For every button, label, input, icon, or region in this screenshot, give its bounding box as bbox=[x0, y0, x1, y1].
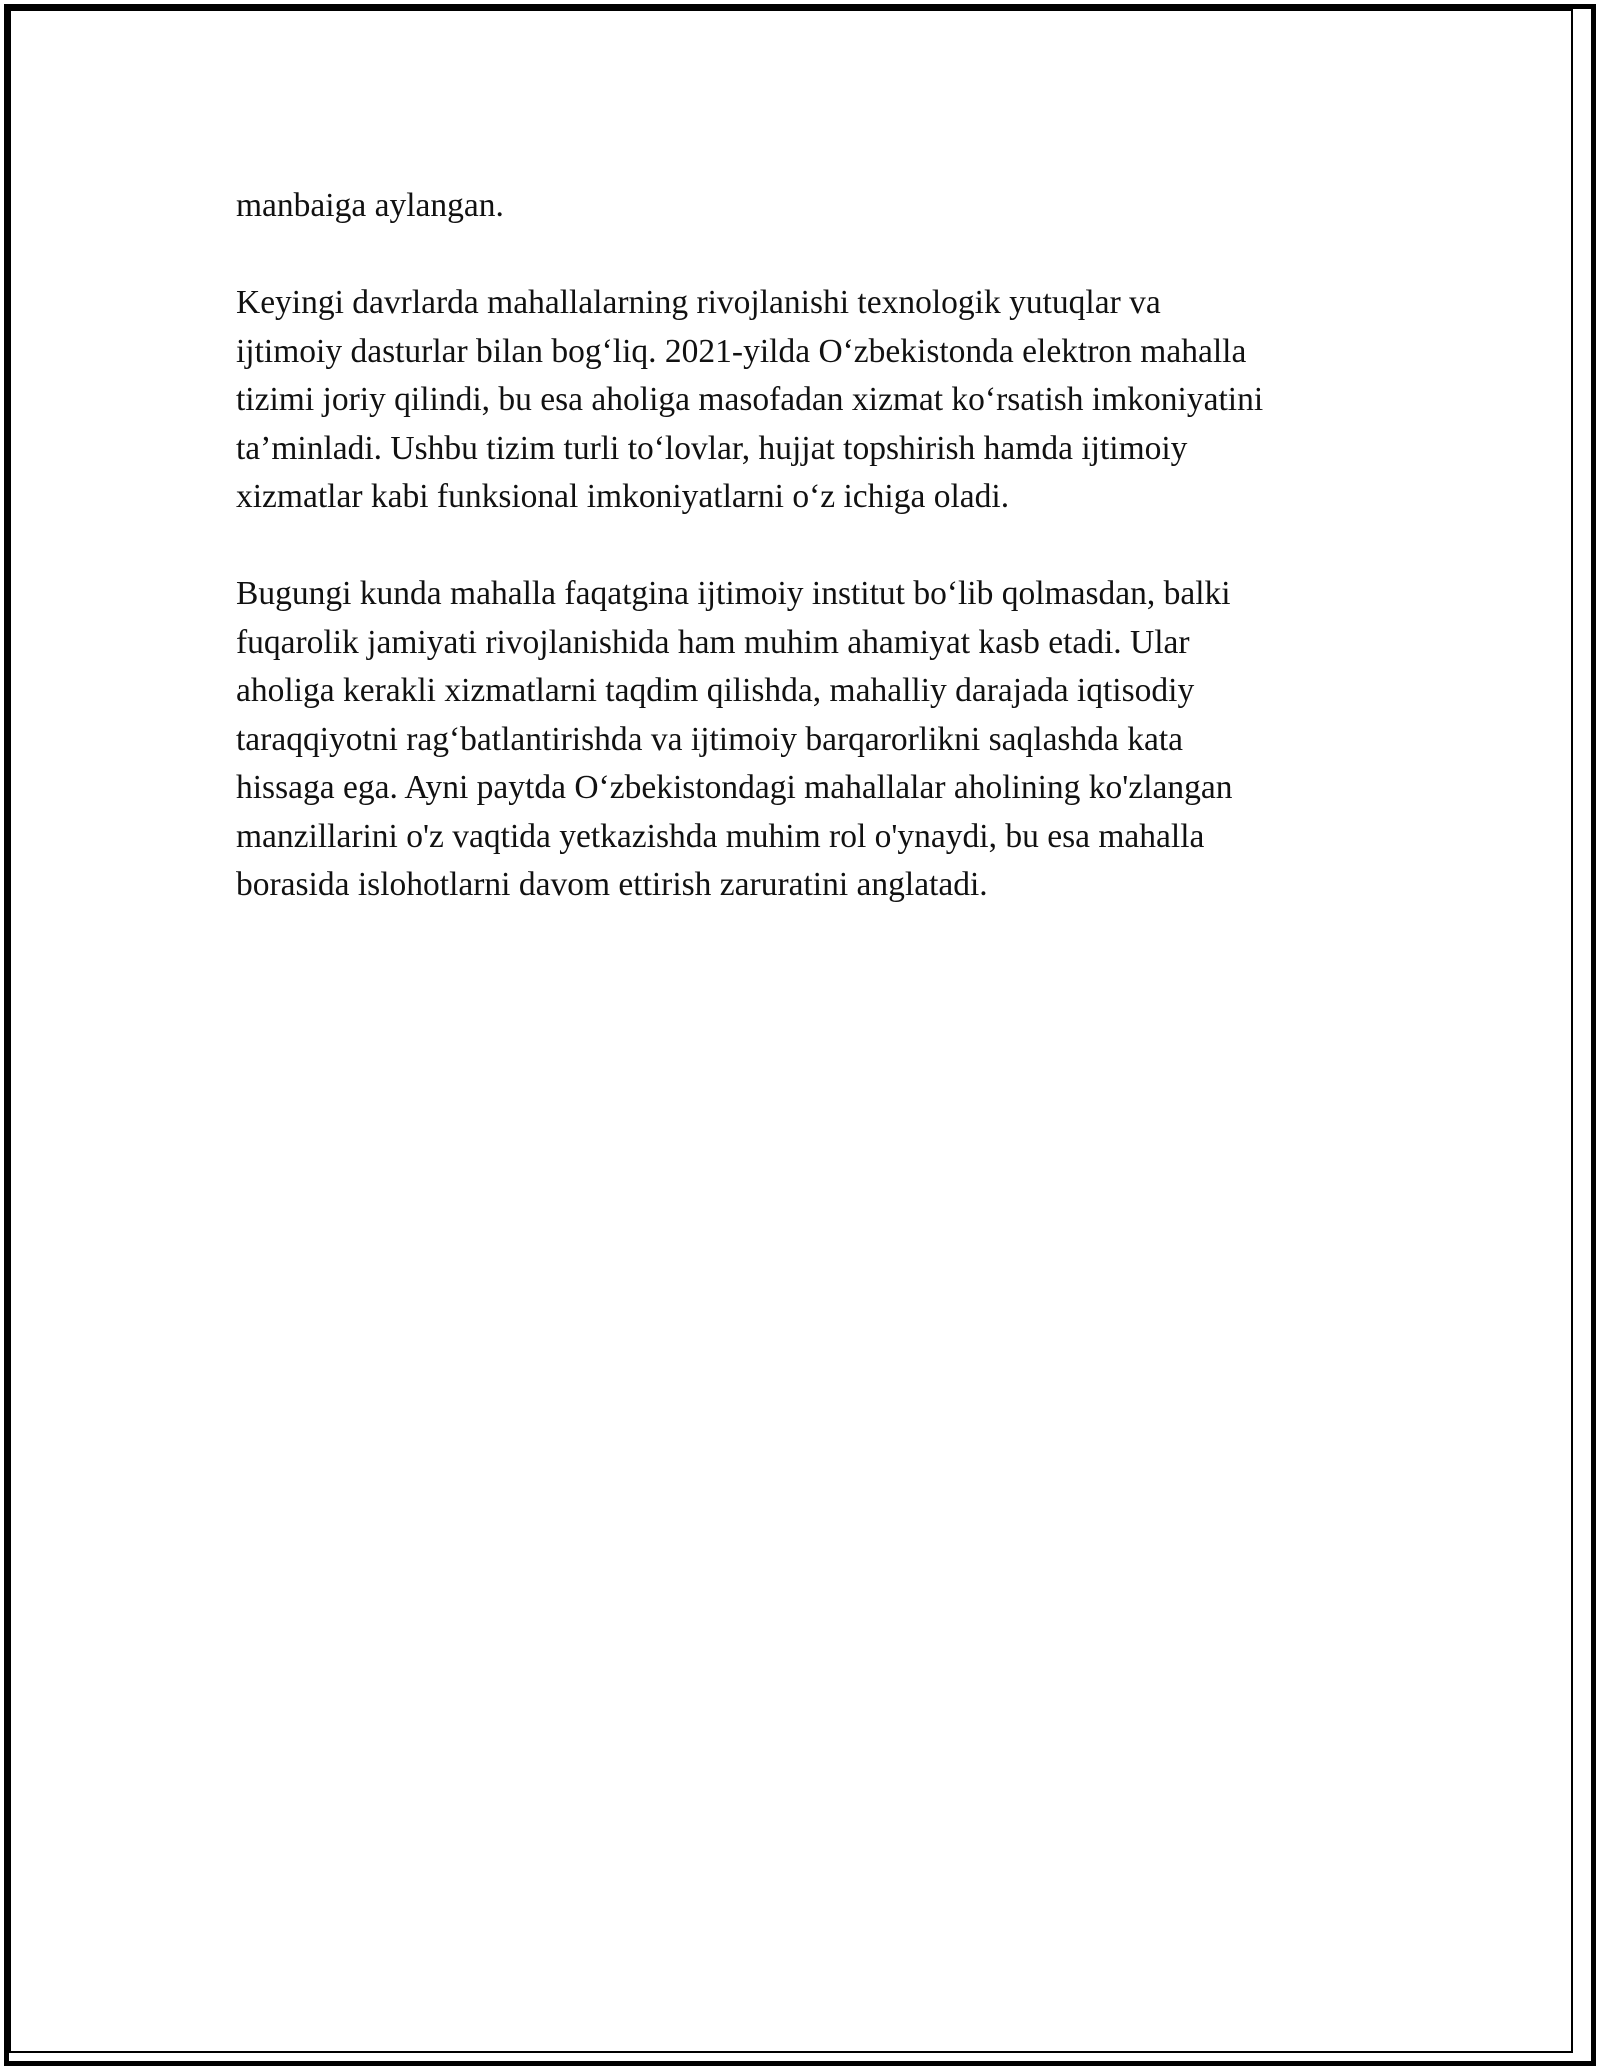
text-line: tizimi joriy qilindi, bu esa aholiga masofadan xizmat ko‘rsatish imkoniyatini bbox=[236, 381, 1264, 418]
text-line: borasida islohotlarni davom ettirish zaruratini anglatadi. bbox=[236, 866, 988, 903]
text-line: Bugungi kunda mahalla faqatgina ijtimoiy institut bo‘lib qolmasdan, balki bbox=[236, 575, 1231, 612]
text-line: fuqarolik jamiyati rivojlanishida ham muhim ahamiyat kasb etadi. Ular bbox=[236, 623, 1190, 661]
text-line: hissaga ega. Ayni paytda O‘zbekistondagi mahallalar aholining ko'zlangan bbox=[236, 769, 1233, 806]
paragraph-2 bbox=[236, 279, 1376, 522]
text-line: manbaiga aylangan. bbox=[236, 187, 504, 224]
paragraph-1 bbox=[236, 182, 1376, 231]
text-line: ijtimoiy dasturlar bilan bog‘liq. 2021-yilda O‘zbekistonda elektron mahalla bbox=[236, 332, 1247, 370]
text-line: aholiga kerakli xizmatlarni taqdim qilishda, mahalliy darajada iqtisodiy bbox=[236, 672, 1195, 709]
paragraph-3 bbox=[236, 570, 1376, 910]
text-line: ta’minladi. Ushbu tizim turli to‘lovlar, hujjat topshirish hamda ijtimoiy bbox=[236, 429, 1188, 467]
text-line: taraqqiyotni rag‘batlantirishda va ijtimoiy barqarorlikni saqlashda kata bbox=[236, 720, 1184, 758]
text-line: manzillarini o'z vaqtida yetkazishda muhim rol o'ynaydi, bu esa mahalla bbox=[236, 817, 1205, 855]
text-line: xizmatlar kabi funksional imkoniyatlarni o‘z ichiga oladi. bbox=[236, 478, 1010, 515]
document-body bbox=[236, 182, 1376, 958]
text-line: Keyingi davrlarda mahallalarning rivojlanishi texnologik yutuqlar va bbox=[236, 284, 1161, 321]
